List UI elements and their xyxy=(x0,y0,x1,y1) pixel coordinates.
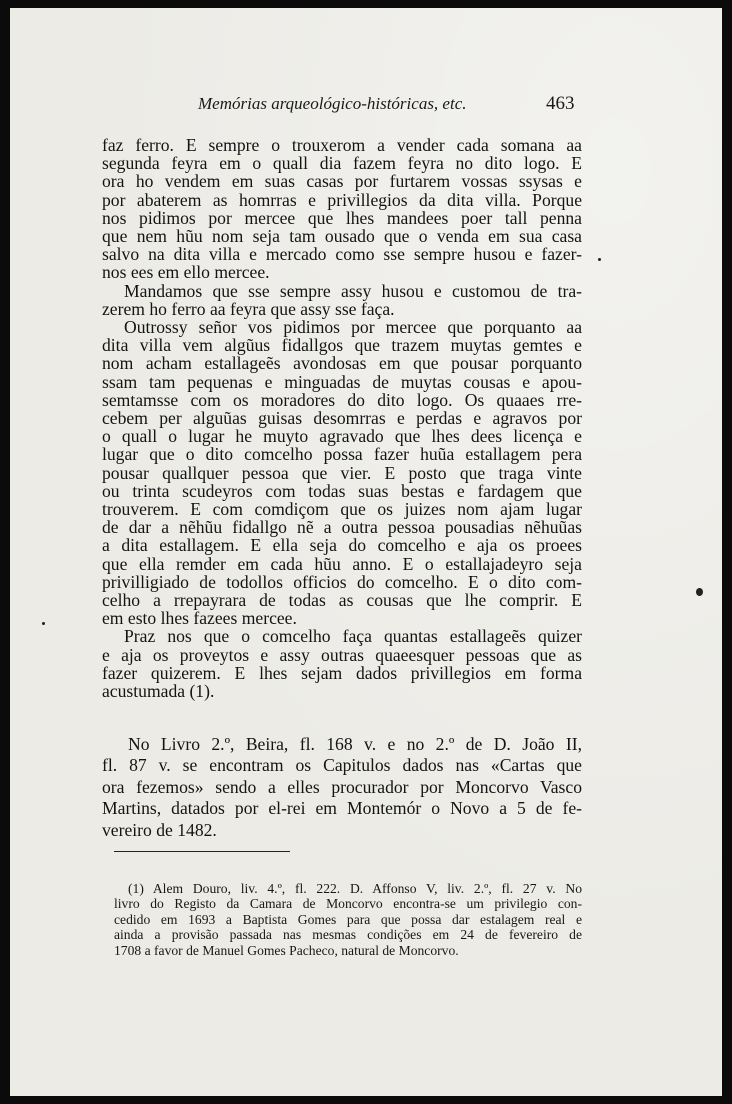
book-page xyxy=(10,8,722,1096)
ink-speck xyxy=(598,258,601,261)
footnote xyxy=(114,881,582,958)
text-line: ou trinta scudeyros com todas suas bestas e fardagem que xyxy=(102,480,582,501)
text-line: ora ho vendem em suas casas por furtarem vossas ssysas e xyxy=(102,171,582,192)
text-line: No Livro 2.º, Beira, fl. 168 v. e no 2.º de D. João II, xyxy=(128,734,582,754)
text-line: nos pidimos por mercee que lhes mandees poer tall penna xyxy=(102,207,582,228)
footnote-line: 1708 a favor de Manuel Gomes Pacheco, natural de Moncorvo. xyxy=(114,942,459,958)
text-line: cebem per alguũas guisas desomrras e perdas e agravos por xyxy=(102,408,582,429)
paragraph-5 xyxy=(102,734,582,841)
text-line: Martins, datados por el-rei em Montemór o Novo a 5 de fe- xyxy=(102,798,582,819)
paragraph-2 xyxy=(102,282,582,318)
text-line: faz ferro. E sempre o trouxerom a vender cada somana aa xyxy=(102,135,582,155)
text-line: lugar que o dito comcelho possa fazer huũa estallagem pera xyxy=(102,444,582,465)
text-line: salvo na dita villa e mercado como sse sempre husou e fazer- xyxy=(102,244,582,265)
text-line: fl. 87 v. se encontram os Capitulos dados nas «Cartas que xyxy=(102,755,582,776)
footnote-line: ainda a provisão passada nas mesmas condições em 24 de fevereiro de xyxy=(114,927,582,943)
text-line: vereiro de 1482. xyxy=(102,819,217,840)
text-line: semtamsse com os moradores do dito logo. Os quaaes rre- xyxy=(102,389,582,410)
text-line: celho a rrepayrara de todas as cousas que lhe comprir. E xyxy=(102,590,582,611)
text-line: segunda feyra em o quall dia fazem feyra no dito logo. E xyxy=(102,153,582,174)
text-line: privilligiado de todollos officios do comcelho. E o dito com- xyxy=(102,571,582,592)
text-line: Praz nos que o comcelho faça quantas estallageẽs quizer xyxy=(124,626,582,647)
footnote-line: livro do Registo da Camara de Moncorvo encontra-se um privilegio con- xyxy=(114,896,582,912)
ink-speck xyxy=(42,622,45,625)
text-line: fazer quizerem. E lhes sejam dados privillegios em forma xyxy=(102,662,582,683)
text-line: ora fezemos» sendo a elles procurador por Moncorvo Vasco xyxy=(102,776,582,797)
text-line: nom acham estallageẽs avondosas em que pousar porquanto xyxy=(102,353,582,374)
paragraph-3 xyxy=(102,318,582,627)
text-line: acustumada (1). xyxy=(102,681,215,702)
text-line: pousar quallquer pessoa que vier. E posto que traga vinte xyxy=(102,462,582,483)
paragraph-1 xyxy=(102,136,582,282)
running-title: Memórias arqueológico-históricas, etc. xyxy=(198,94,467,113)
ink-speck xyxy=(696,588,703,596)
text-line: zerem ho ferro aa feyra que assy sse faça. xyxy=(102,298,395,319)
footnote-line: (1) Alem Douro, liv. 4.º, fl. 222. D. Affonso V, liv. 2.º, fl. 27 v. No xyxy=(128,881,582,896)
text-line: que nem hũu nom seja tam ousado que o venda em sua casa xyxy=(102,226,582,247)
footnote-divider xyxy=(114,851,290,852)
footnote-line: cedido em 1693 a Baptista Gomes para que possa dar estalagem real e xyxy=(114,911,582,927)
paragraph-4 xyxy=(102,627,582,700)
text-line: de dar a nẽhũu fidallgo nẽ a outra pessoa pousadias nẽhuũas xyxy=(102,517,582,538)
text-line: Outrossy señor vos pidimos por mercee que porquanto aa xyxy=(124,317,582,338)
text-line: que ella remder em cada hũu anno. E o estallajadeyro seja xyxy=(102,553,582,574)
text-line: nos ees em ello mercee. xyxy=(102,262,270,283)
page-header xyxy=(10,94,722,120)
text-line: dita villa vem algũus fidallgos que trazem muytas gemtes e xyxy=(102,335,582,356)
text-line: o quall o lugar he muyto agravado que lhes dees licença e xyxy=(102,426,582,447)
main-text xyxy=(102,136,582,700)
page-number: 463 xyxy=(546,93,575,114)
text-line: em esto lhes fazees mercee. xyxy=(102,608,297,629)
text-line: trouverem. E com comdiçom que os juizes nom ajam lugar xyxy=(102,499,582,520)
text-line: ssam tam pequenas e minguadas de muytas cousas e apou- xyxy=(102,371,582,392)
text-line: Mandamos que sse sempre assy husou e customou de tra- xyxy=(124,280,582,301)
text-line: por abaterem as homrras e privillegios da dita villa. Porque xyxy=(102,189,582,210)
text-line: e aja os proveytos e assy outras quaeesquer pessoas que as xyxy=(102,644,582,665)
text-line: a dita estallagem. E ella seja do comcelho e aja os proees xyxy=(102,535,582,556)
